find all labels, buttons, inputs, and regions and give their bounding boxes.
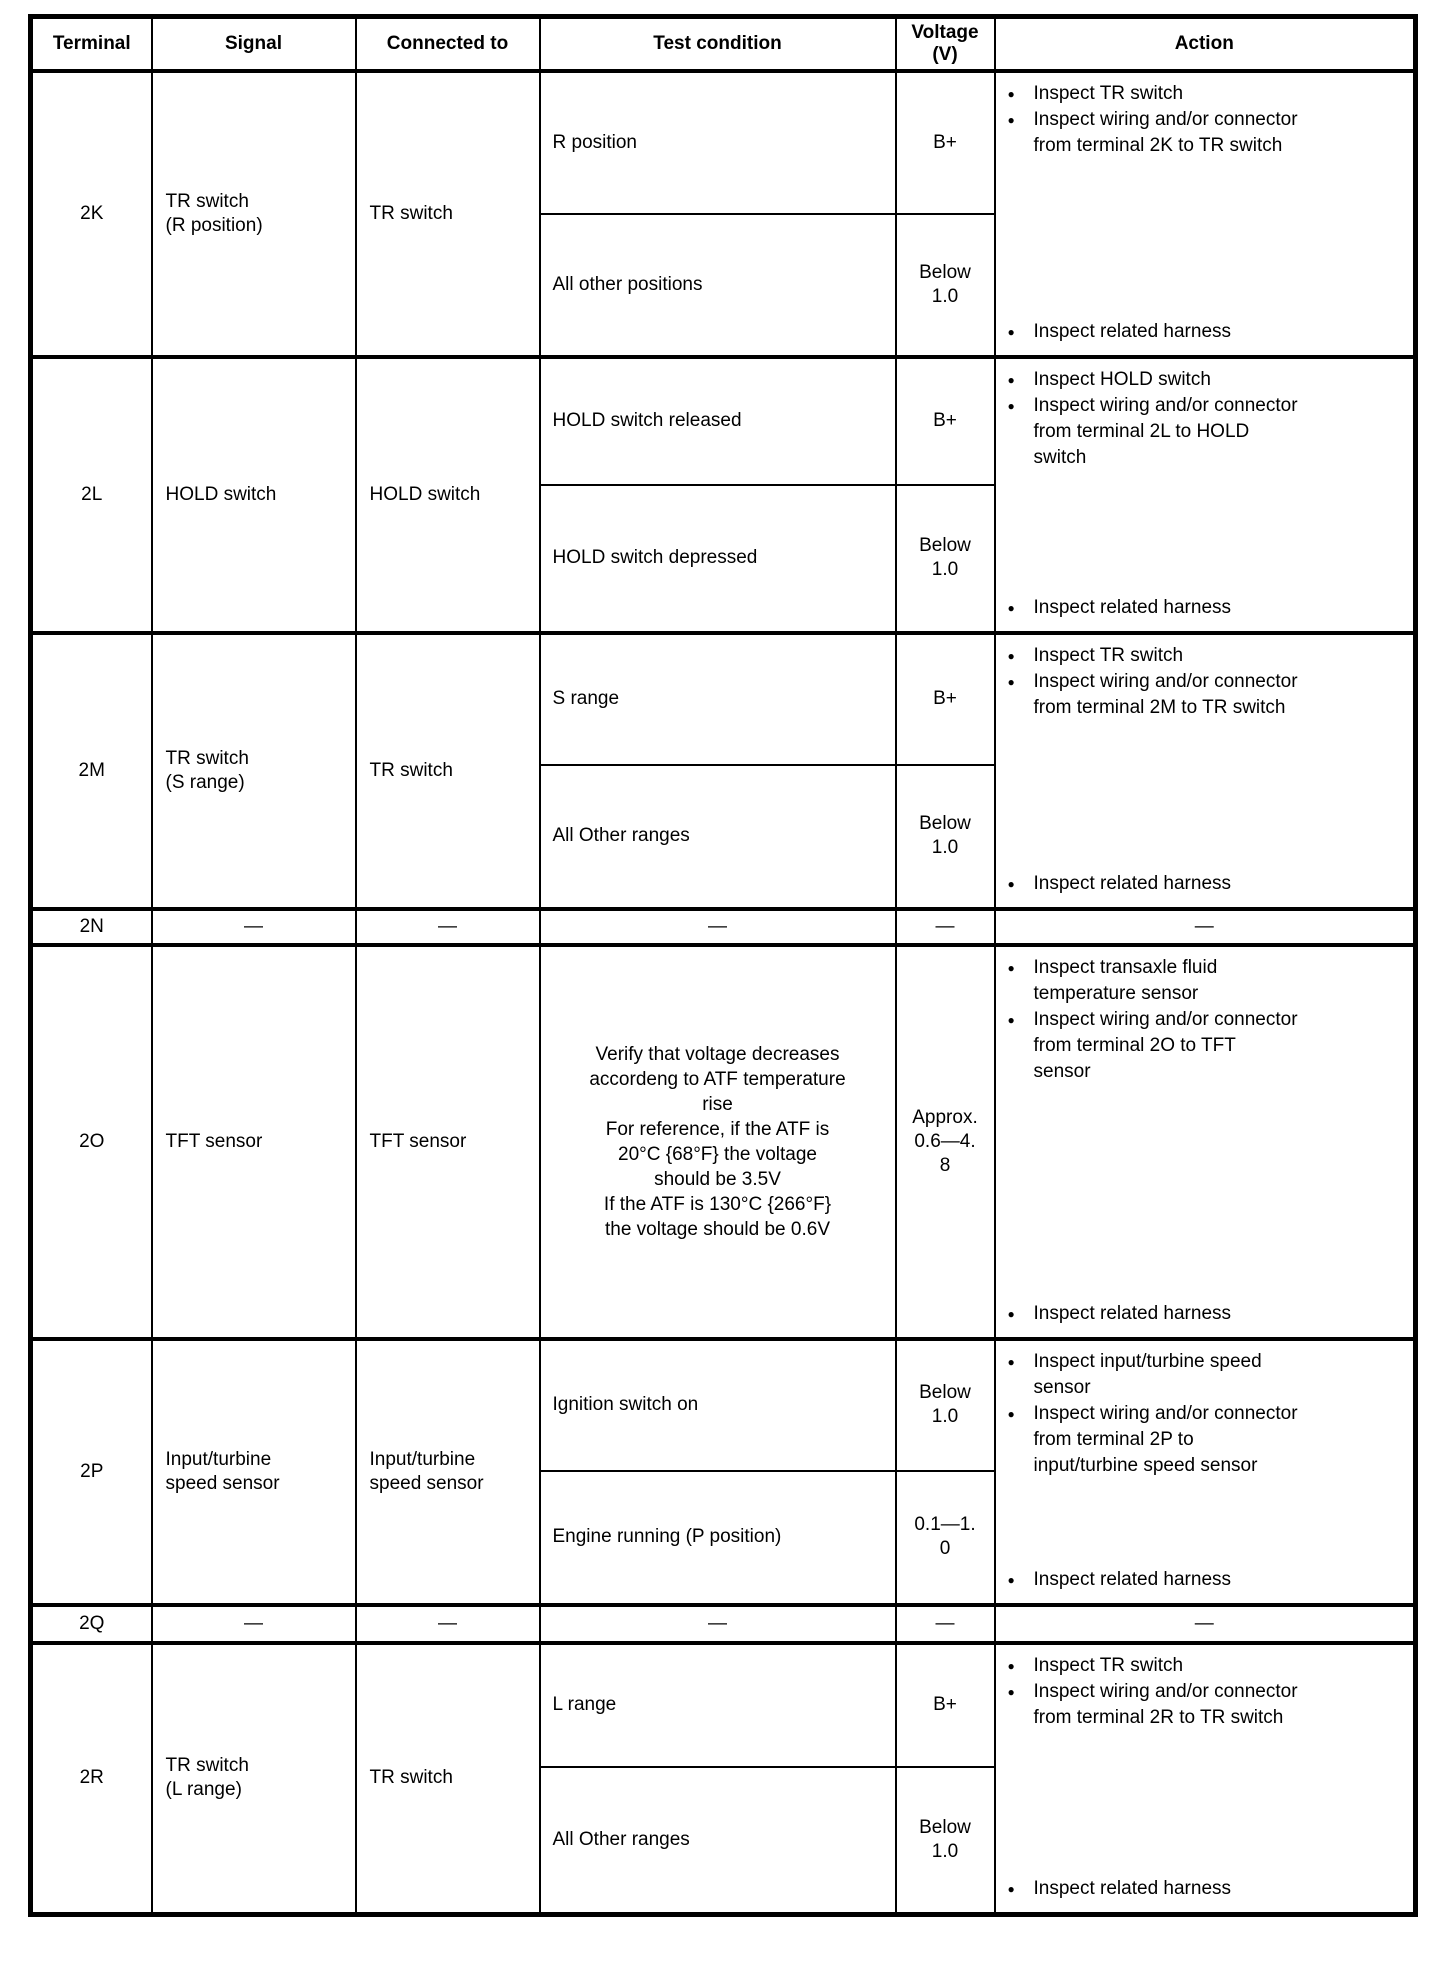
- action-text: [1034, 871, 1404, 897]
- text-line: L range: [552, 1694, 617, 1715]
- text-line: temperature sensor: [1033, 982, 1199, 1004]
- table-row: [31, 1339, 1416, 1471]
- action-list-top: [1008, 643, 1404, 721]
- text-line: 1.0: [931, 559, 959, 580]
- text-line: 1.0: [931, 1406, 959, 1427]
- text-line: Terminal: [52, 32, 131, 54]
- action-text: [1034, 669, 1404, 721]
- cell-test-condition: [540, 765, 896, 909]
- cell-test-condition: [540, 1471, 896, 1605]
- action-list-top: [1008, 1349, 1404, 1479]
- bullet-icon: ●: [1007, 1572, 1015, 1587]
- text-line: B+: [933, 410, 957, 431]
- action-list-top: [1008, 81, 1404, 159]
- action-item: [1008, 393, 1404, 471]
- action-item: [1008, 669, 1404, 721]
- table-row: [31, 357, 1416, 485]
- cell-signal: [152, 357, 356, 633]
- text-line: B+: [933, 131, 957, 153]
- text-line: the voltage should be 0.6V: [604, 1218, 830, 1240]
- text-line: Inspect wiring and/or connector: [1033, 1008, 1298, 1030]
- action-text: [1034, 393, 1404, 471]
- text-line: TR switch: [369, 759, 453, 781]
- bullet-icon: ●: [1007, 1684, 1015, 1699]
- cell-signal: [152, 1643, 356, 1915]
- text-line: All other positions: [552, 273, 703, 295]
- text-line: B+: [933, 1694, 957, 1715]
- text-line: from terminal 2O to TFT: [1033, 1034, 1236, 1056]
- text-line: Input/turbine: [369, 1448, 476, 1470]
- action-text: [1034, 1301, 1404, 1327]
- text-line: input/turbine speed sensor: [1033, 1454, 1258, 1476]
- text-line: Inspect related harness: [1033, 320, 1232, 342]
- action-item: [1008, 367, 1404, 393]
- text-line: (L range): [165, 1779, 242, 1801]
- cell-voltage: [896, 1767, 995, 1915]
- text-line: Inspect wiring and/or connector: [1033, 1680, 1298, 1702]
- text-line: All Other ranges: [552, 825, 690, 846]
- cell-dash: —: [995, 909, 1416, 945]
- cell-terminal-2P: 2P: [31, 1339, 152, 1605]
- action-text: [1034, 1567, 1404, 1593]
- text-line: Signal: [224, 32, 282, 54]
- table-row: [31, 633, 1416, 765]
- text-line: switch: [1033, 446, 1087, 468]
- text-line: HOLD switch depressed: [552, 547, 758, 568]
- text-line: TR switch: [165, 190, 249, 212]
- cell-voltage: [896, 357, 995, 485]
- action-text: [1034, 367, 1404, 393]
- cell-dash: —: [896, 909, 995, 945]
- text-line: 0.6—4.: [914, 1130, 976, 1152]
- action-item: [1008, 1653, 1404, 1679]
- terminal-voltage-table: [28, 14, 1418, 1917]
- action-item: [1008, 955, 1404, 1007]
- cell-terminal-2Q: 2Q: [31, 1605, 152, 1643]
- cell-test-condition: [540, 633, 896, 765]
- text-line: Input/turbine: [165, 1448, 272, 1470]
- text-line: from terminal 2L to HOLD: [1033, 420, 1250, 442]
- text-line: Below: [919, 1816, 971, 1838]
- action-list-bottom: [1008, 1567, 1404, 1593]
- bullet-icon: ●: [1007, 372, 1015, 387]
- text-line: from terminal 2P to: [1033, 1428, 1194, 1450]
- action-text: [1034, 643, 1404, 669]
- text-line: Below: [919, 1382, 971, 1403]
- cell-connected-to: [356, 71, 540, 357]
- text-line: Inspect related harness: [1033, 1302, 1232, 1324]
- cell-dash: —: [896, 1605, 995, 1643]
- action-text: [1034, 1876, 1404, 1902]
- cell-test-condition: [540, 71, 896, 214]
- bullet-icon: ●: [1007, 600, 1015, 615]
- cell-connected-to: [356, 357, 540, 633]
- bullet-icon: ●: [1007, 112, 1015, 127]
- bullet-icon: ●: [1007, 648, 1015, 663]
- cell-voltage: [896, 1339, 995, 1471]
- action-text: [1034, 319, 1404, 345]
- bullet-icon: ●: [1007, 1354, 1015, 1369]
- action-text: [1034, 1679, 1404, 1731]
- cell-dash: —: [356, 1605, 540, 1643]
- text-line: Inspect related harness: [1033, 596, 1232, 618]
- cell-connected-to: [356, 1643, 540, 1915]
- action-list-bottom: [1008, 1301, 1404, 1327]
- action-list-bottom: [1008, 1876, 1404, 1902]
- action-list-bottom: [1008, 595, 1404, 621]
- action-text: [1034, 107, 1404, 159]
- text-line: (S range): [165, 771, 245, 793]
- action-item: [1008, 1876, 1404, 1902]
- cell-terminal-2O: 2O: [31, 945, 152, 1339]
- text-line: Below: [919, 261, 971, 283]
- bullet-icon: ●: [1007, 1306, 1015, 1321]
- cell-test-condition: [540, 945, 896, 1339]
- cell-action: [995, 1339, 1416, 1605]
- cell-signal: [152, 1339, 356, 1605]
- text-line: should be 3.5V: [654, 1168, 781, 1190]
- cell-action: [995, 71, 1416, 357]
- text-line: Test condition: [653, 32, 782, 54]
- text-line: (R position): [165, 214, 263, 236]
- text-line: Inspect wiring and/or connector: [1033, 394, 1298, 416]
- action-item: [1008, 1679, 1404, 1731]
- action-text: [1034, 955, 1404, 1007]
- text-line: Connected to: [386, 32, 509, 54]
- action-item: [1008, 1301, 1404, 1327]
- header-row: [31, 17, 1416, 71]
- text-line: 0.1—1.: [914, 1514, 976, 1535]
- cell-voltage: [896, 71, 995, 214]
- cell-terminal-2M: 2M: [31, 633, 152, 909]
- action-list-bottom: [1008, 871, 1404, 897]
- cell-terminal-2R: 2R: [31, 1643, 152, 1915]
- cell-dash: —: [152, 909, 356, 945]
- cell-action: [995, 633, 1416, 909]
- cell-dash: —: [995, 1605, 1416, 1643]
- action-item: [1008, 81, 1404, 107]
- text-line: Inspect wiring and/or connector: [1033, 108, 1298, 130]
- cell-terminal-2N: 2N: [31, 909, 152, 945]
- cell-test-condition: [540, 1339, 896, 1471]
- text-line: Voltage: [911, 21, 979, 43]
- cell-voltage: [896, 485, 995, 633]
- text-line: Inspect wiring and/or connector: [1033, 670, 1298, 692]
- text-line: HOLD switch released: [552, 410, 742, 431]
- text-line: Action: [1174, 32, 1234, 54]
- text-line: from terminal 2M to TR switch: [1033, 696, 1286, 718]
- text-line: from terminal 2R to TR switch: [1033, 1706, 1284, 1728]
- column-header: [995, 17, 1416, 71]
- cell-dash: —: [540, 1605, 896, 1643]
- action-text: [1034, 1653, 1404, 1679]
- text-line: R position: [552, 131, 637, 153]
- text-line: Below: [919, 813, 971, 834]
- action-text: [1034, 1401, 1404, 1479]
- bullet-icon: ●: [1007, 1658, 1015, 1673]
- action-text: [1034, 595, 1404, 621]
- text-line: 1.0: [931, 837, 959, 858]
- text-line: speed sensor: [369, 1472, 484, 1494]
- cell-voltage: [896, 1471, 995, 1605]
- cell-connected-to: [356, 945, 540, 1339]
- text-line: TR switch: [369, 202, 453, 224]
- text-line: If the ATF is 130°C {266°F}: [603, 1193, 832, 1215]
- action-item: [1008, 107, 1404, 159]
- bullet-icon: ●: [1007, 324, 1015, 339]
- action-item: [1008, 595, 1404, 621]
- cell-voltage: [896, 1643, 995, 1767]
- text-line: Below: [919, 535, 971, 556]
- cell-terminal-2L: 2L: [31, 357, 152, 633]
- action-list-top: [1008, 367, 1404, 471]
- action-item: [1008, 319, 1404, 345]
- action-list-top: [1008, 1653, 1404, 1731]
- cell-test-condition: [540, 357, 896, 485]
- action-text: [1034, 1349, 1404, 1401]
- text-line: S range: [552, 688, 620, 709]
- bullet-icon: ●: [1007, 86, 1015, 101]
- column-header: [356, 17, 540, 71]
- cell-dash: —: [540, 909, 896, 945]
- action-text: [1034, 81, 1404, 107]
- table-header: [31, 17, 1416, 71]
- bullet-icon: ●: [1007, 398, 1015, 413]
- text-line: 8: [939, 1154, 951, 1176]
- text-line: Inspect related harness: [1033, 1878, 1232, 1899]
- action-list-top: [1008, 955, 1404, 1085]
- cell-voltage: [896, 633, 995, 765]
- text-line: accordeng to ATF temperature: [589, 1068, 846, 1090]
- column-header: [896, 17, 995, 71]
- text-line: B+: [933, 688, 957, 709]
- cell-voltage: [896, 945, 995, 1339]
- text-line: sensor: [1033, 1376, 1091, 1398]
- text-line: TR switch: [369, 1767, 453, 1789]
- table-row: [31, 909, 1416, 945]
- cell-test-condition: [540, 214, 896, 357]
- text-line: from terminal 2K to TR switch: [1033, 134, 1283, 156]
- text-line: rise: [702, 1093, 733, 1115]
- text-line: Ignition switch on: [552, 1394, 699, 1415]
- text-line: TR switch: [165, 747, 249, 769]
- cell-test-condition: [540, 1643, 896, 1767]
- action-item: [1008, 1401, 1404, 1479]
- cell-voltage: [896, 214, 995, 357]
- bullet-icon: ●: [1007, 876, 1015, 891]
- text-line: For reference, if the ATF is: [605, 1118, 830, 1140]
- text-line: HOLD switch: [165, 483, 277, 505]
- action-item: [1008, 871, 1404, 897]
- text-line: sensor: [1033, 1060, 1091, 1082]
- text-line: 1.0: [931, 285, 959, 307]
- cell-test-condition: [540, 1767, 896, 1915]
- bullet-icon: ●: [1007, 1012, 1015, 1027]
- cell-signal: [152, 945, 356, 1339]
- cell-terminal-2K: 2K: [31, 71, 152, 357]
- column-header: [152, 17, 356, 71]
- text-line: TFT sensor: [165, 1130, 263, 1152]
- cell-signal: [152, 71, 356, 357]
- text-line: Inspect HOLD switch: [1033, 368, 1211, 390]
- text-line: (V): [932, 43, 958, 65]
- text-line: TR switch: [165, 1755, 249, 1777]
- cell-voltage: [896, 765, 995, 909]
- bullet-icon: ●: [1007, 1882, 1015, 1896]
- text-line: 1.0: [931, 1840, 959, 1862]
- text-line: Engine running (P position): [552, 1526, 782, 1547]
- action-item: [1008, 1349, 1404, 1401]
- action-text: [1034, 1007, 1404, 1085]
- text-line: Inspect TR switch: [1033, 1654, 1184, 1676]
- text-line: HOLD switch: [369, 483, 481, 505]
- cell-action: [995, 945, 1416, 1339]
- text-line: All Other ranges: [552, 1828, 690, 1850]
- cell-dash: —: [356, 909, 540, 945]
- action-item: [1008, 1007, 1404, 1085]
- cell-connected-to: [356, 633, 540, 909]
- text-line: 0: [939, 1538, 951, 1559]
- cell-action: [995, 357, 1416, 633]
- table-row: [31, 1643, 1416, 1767]
- text-line: Approx.: [912, 1106, 978, 1128]
- cell-dash: —: [152, 1605, 356, 1643]
- table-body: [31, 71, 1416, 1915]
- text-line: Inspect transaxle fluid: [1033, 956, 1218, 978]
- action-list-bottom: [1008, 319, 1404, 345]
- text-line: Inspect TR switch: [1033, 644, 1184, 666]
- text-line: Inspect TR switch: [1033, 82, 1184, 104]
- action-item: [1008, 1567, 1404, 1593]
- bullet-icon: ●: [1007, 1406, 1015, 1421]
- cell-signal: [152, 633, 356, 909]
- text-line: TFT sensor: [369, 1130, 467, 1152]
- table-row: [31, 1605, 1416, 1643]
- cell-test-condition: [540, 485, 896, 633]
- text-line: 20°C {68°F} the voltage: [618, 1143, 817, 1165]
- text-line: Inspect related harness: [1033, 1568, 1232, 1590]
- bullet-icon: ●: [1007, 674, 1015, 689]
- cell-action: [995, 1643, 1416, 1915]
- column-header: [540, 17, 896, 71]
- text-line: Inspect input/turbine speed: [1033, 1350, 1262, 1372]
- action-item: [1008, 643, 1404, 669]
- text-line: Verify that voltage decreases: [595, 1043, 840, 1065]
- bullet-icon: ●: [1007, 960, 1015, 975]
- text-line: Inspect related harness: [1033, 872, 1232, 894]
- table-row: [31, 71, 1416, 214]
- text-line: Inspect wiring and/or connector: [1033, 1402, 1298, 1424]
- text-line: speed sensor: [165, 1472, 280, 1494]
- column-header: [31, 17, 152, 71]
- table-row: [31, 945, 1416, 1339]
- cell-connected-to: [356, 1339, 540, 1605]
